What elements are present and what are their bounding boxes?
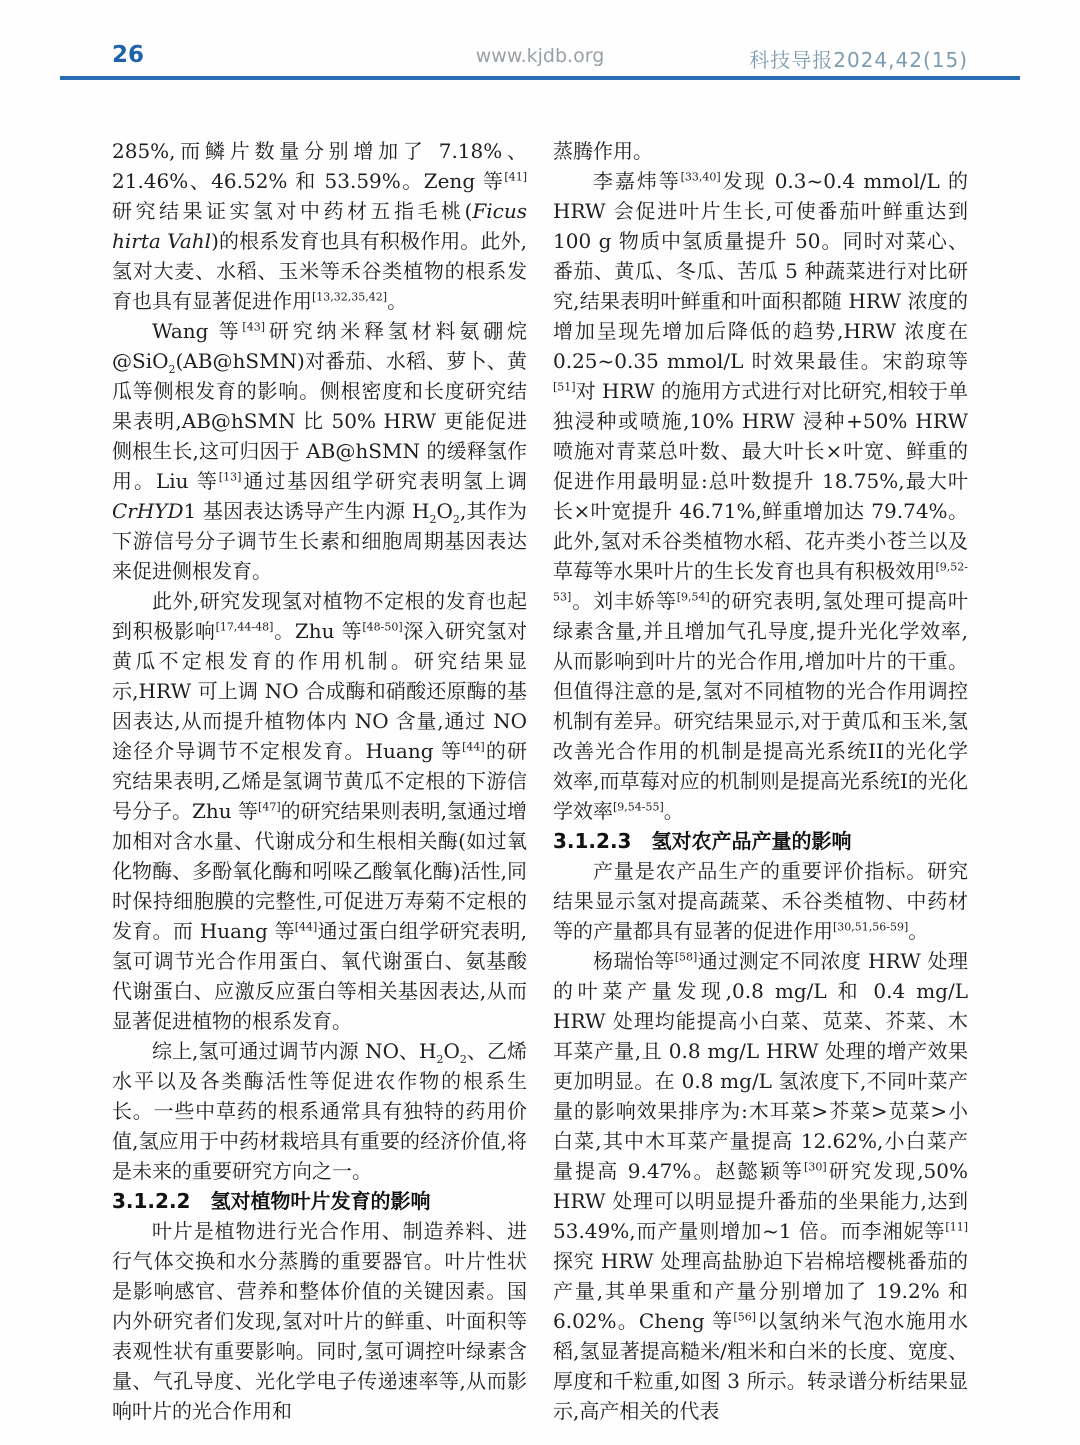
text-run: )的根系发育也具有积极作用。此外,氢对大麦、水稻、玉米等禾谷类植物的根系发育也具有显著促进作用 [112,229,527,313]
paragraph [553,856,968,946]
text-run: 通过蛋白组学研究表明,氢可调节光合作用蛋白、氧代谢蛋白、氨基酸代谢蛋白、应激反应蛋白等相关基因表达,从而显著促进植物的根系发育。 [112,919,527,1033]
subscript: 2 [429,513,437,526]
text-run: 3.1.2.3 氢对农产品产量的影响 [553,829,852,853]
left-column [112,136,527,1426]
text-run: 。 [387,289,408,313]
subscript: 2 [459,1053,467,1066]
text-run: ,其作为下游信号分子调节生长素和细胞周期基因表达来促进侧根发育。 [112,499,527,583]
text-run: 杨瑞怡等 [593,949,675,973]
text-run: 。 [663,799,684,823]
text-run: 此外,研究发现氢对植物不定根的发育也起到积极影响 [112,589,527,643]
text-run: 。Zhu 等 [273,619,363,643]
italic-term: CrHYD [112,499,184,523]
citation-superscript: [9,54] [676,590,710,604]
citation-superscript: [44] [294,920,318,934]
paragraph [112,136,527,316]
citation-superscript: [47] [258,800,281,814]
citation-superscript: [41] [504,170,527,184]
citation-superscript: [11] [945,1220,968,1234]
italic-term: Ficus hirta Vahl [112,199,527,253]
section-heading [112,1186,527,1216]
citation-superscript: [9,54-55] [613,800,664,814]
text-run: 蒸腾作用。 [553,139,653,163]
journal-website: www.kjdb.org [475,45,605,67]
citation-superscript: [56] [733,1310,756,1324]
text-run: 产量是农产品生产的重要评价指标。研究结果显示氢对提高蔬菜、禾谷类植物、中药材等的产量都具有显著的促进作用 [553,859,968,943]
text-run: (AB@hSMN)对番茄、水稻、萝卜、黄瓜等侧根发育的影响。侧根密度和长度研究结果表明,AB@hSMN 比 50% HRW 更能促进侧根生长,这可归因于 AB@hSMN 的缓释氢作用。Liu 等 [112,349,527,493]
citation-superscript: [30,51,56-59] [833,920,909,934]
text-run: 285%,而鳞片数量分别增加了 7.18%、21.46%、46.52% 和 53.59%。Zeng 等 [112,139,527,193]
text-run: O [436,499,453,523]
text-run: 。 [908,919,929,943]
journal-issue: 科技导报2024,42(15) [749,48,968,72]
paragraph [553,136,968,166]
text-run: 综上,氢可通过调节内源 NO、H [152,1039,437,1063]
text-run: 通过基因组学研究表明氢上调 [241,469,527,493]
citation-superscript: [44] [462,740,485,754]
text-run: 的研究结果表明,乙烯是氢调节黄瓜不定根的下游信号分子。Zhu 等 [112,739,527,823]
text-run: 叶片是植物进行光合作用、制造养料、进行气体交换和水分蒸腾的重要器官。叶片性状是影响感官、营养和整体价值的关键因素。国内外研究者们发现,氢对叶片的鲜重、叶面积等表观性状有重要影响。同时,氢可调控叶绿素含量、气孔导度、光化学电子传递速率等,从而影响叶片的光合作用和 [112,1219,527,1423]
text-run: 1 基因表达诱导产生内源 H [183,499,430,523]
paragraph [553,946,968,1426]
text-run: 以氢纳米气泡水施用水稻,氢显著提高糙米/粗米和白米的长度、宽度、厚度和千粒重,如图 3 所示。转录谱分析结果显示,高产相关的代表 [553,1309,968,1423]
subscript: 2 [436,1053,444,1066]
citation-superscript: [51] [553,380,576,394]
citation-superscript: [58] [674,950,698,964]
text-run: 李嘉炜等 [593,169,681,193]
citation-superscript: [17,44-48] [215,620,274,634]
text-run: 的研究表明,氢处理可提高叶绿素含量,并且增加气孔导度,提升光化学效率,从而影响到叶片的光合作用,增加叶片的干重。但值得注意的是,氢对不同植物的光合作用调控机制有差异。研究结果显示,对于黄瓜和玉米,氢改善光合作用的机制是提高光系统II的光化学效率,而草莓对应的机制则是提高光系统I的光化学效率 [553,589,968,823]
text-run: O [443,1039,460,1063]
right-column [553,136,968,1426]
running-head [60,42,1020,80]
paragraph [112,586,527,1036]
text-run: 3.1.2.2 氢对植物叶片发育的影响 [112,1189,431,1213]
text-run: 的研究结果则表明,氢通过增加相对含水量、代谢成分和生根相关酶(如过氧化物酶、多酚氧化酶和吲哚乙酸氧化酶)活性,同时保持细胞膜的完整性,可促进万寿菊不定根的发育。而 Huang 等 [112,799,528,943]
subscript: 2 [452,513,460,526]
citation-superscript: [33,40] [680,170,721,184]
text-run: 对 HRW 的施用方式进行对比研究,相较于单独浸种或喷施,10% HRW 浸种+50% HRW 喷施对青菜总叶数、最大叶长×叶宽、鲜重的促进作用最明显:总叶数提升 18.75%,最大叶长×叶宽提升 46.71%,鲜重增加达 79.74%。此外,氢对禾谷类植物水稻、花卉类小苍兰以及草莓等水果叶片的生长发育也具有积极效用 [553,379,968,583]
text-run: 探究 HRW 处理高盐胁迫下岩棉培樱桃番茄的产量,其单果重和产量分别增加了 19.2% 和 6.02%。Cheng 等 [553,1249,968,1333]
text-run: 。刘丰娇等 [571,589,677,613]
citation-superscript: [43] [242,320,266,334]
text-run: 深入研究氢对黄瓜不定根发育的作用机制。研究结果显示,HRW 可上调 NO 合成酶和硝酸还原酶的基因表达,从而提升植物体内 NO 含量,通过 NO 途径介导调节不定根发育。Huang 等 [112,619,528,763]
citation-superscript: [30] [804,1160,827,1174]
citation-superscript: [9,52-53] [553,560,968,604]
text-run: 研究发现,50% HRW 处理可以明显提升番茄的坐果能力,达到 53.49%,而产量则增加~1 倍。而李湘妮等 [553,1159,968,1243]
subscript: 2 [168,363,176,376]
text-run: Wang 等 [152,319,243,343]
page-number: 26 [112,42,145,68]
text-run: 通过测定不同浓度 HRW 处理的叶菜产量发现,0.8 mg/L 和 0.4 mg/L HRW 处理均能提高小白菜、苋菜、芥菜、木耳菜产量,且 0.8 mg/L HRW 处理的增产效果更加明显。在 0.8 mg/L 氢浓度下,不同叶菜产量的影响效果排序为:木耳菜>芥菜>苋菜>小白菜,其中木耳菜产量提高 12.62%,小白菜产量提高 9.47%。赵懿颖等 [553,949,968,1183]
text-run: 研究纳米释氢材料氨硼烷@SiO [112,319,527,373]
article-body [112,136,968,1426]
text-run: 发现 0.3~0.4 mmol/L 的 HRW 会促进叶片生长,可使番茄叶鲜重达到 100 g 物质中氢质量提升 50。同时对菜心、番茄、黄瓜、冬瓜、苦瓜 5 种蔬菜进行对比研究,结果表明叶鲜重和叶面积都随 HRW 浓度的增加呈现先增加后降低的趋势,HRW 浓度在 0.25~0.35 mmol/L 时效果最佳。宋韵琼等 [553,169,968,373]
paragraph [112,1036,527,1186]
citation-superscript: [48-50] [362,620,403,634]
text-run: 研究结果证实氢对中药材五指毛桃( [112,199,473,223]
citation-superscript: [13] [218,470,242,484]
paragraph [553,166,968,826]
section-heading [553,826,968,856]
citation-superscript: [13,32,35,42] [312,290,388,304]
paragraph [112,316,527,586]
paragraph [112,1216,527,1426]
text-run: 、乙烯水平以及各类酶活性等促进农作物的根系生长。一些中草药的根系通常具有独特的药用价值,氢应用于中药材栽培具有重要的经济价值,将是未来的重要研究方向之一。 [112,1039,527,1183]
